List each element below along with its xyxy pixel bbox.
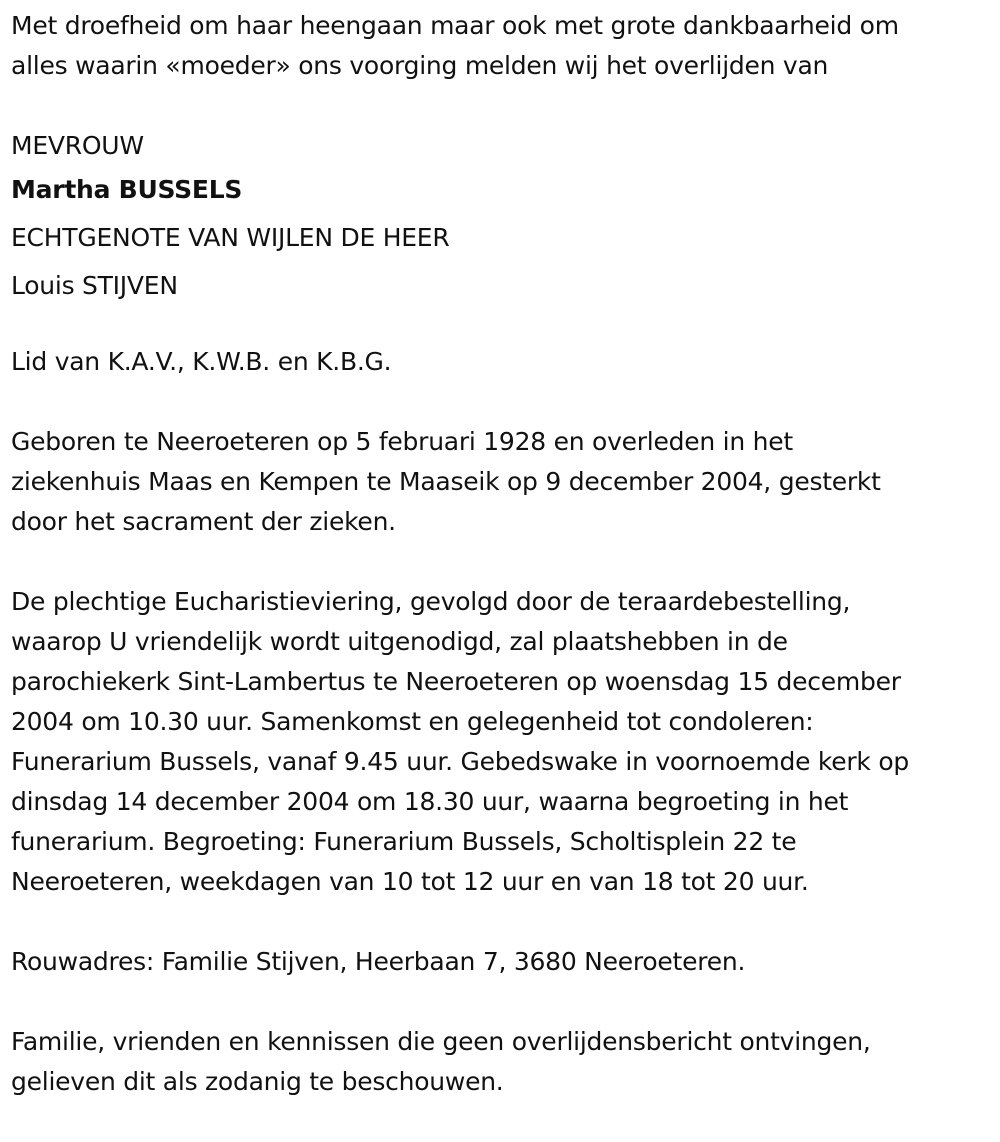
obituary-notice [11,6,996,1142]
deceased-title: MEVROUW [11,131,144,160]
spouse-name: Louis STIJVEN [11,271,178,300]
membership-paragraph: Lid van K.A.V., K.W.B. en K.B.G. [11,347,392,376]
closing-paragraph: Familie, vrienden en kennissen die geen overlijdensbericht ontvingen, gelieven dit als zodanig te beschouwen. [11,1027,871,1096]
deceased-block [11,126,996,310]
funeral-paragraph: De plechtige Eucharistieviering, gevolgd door de teraardebestelling, waarop U vriendelijk wordt uitgenodigd, zal plaatshebben in de parochiekerk Sint-Lambertus te Neeroeteren op woensdag 15 december 2004 om 10.30 uur. Samenkomst en gelegenheid tot condoleren: Funerarium Bussels, vanaf 9.45 uur. Gebedswake in voornoemde kerk op dinsdag 14 december 2004 om 18.30 uur, waarna begroeting in het funerarium. Begroeting: Funerarium Bussels, Scholtisplein 22 te Neeroeteren, weekdagen van 10 tot 12 uur en van 18 tot 20 uur. [11,587,909,896]
deceased-relation: ECHTGENOTE VAN WIJLEN DE HEER [11,223,450,252]
address-paragraph: Rouwadres: Familie Stijven, Heerbaan 7, 3680 Neeroeteren. [11,947,746,976]
intro-paragraph: Met droefheid om haar heengaan maar ook met grote dankbaarheid om alles waarin «moeder» ons voorging melden wij het overlijden van [11,11,899,80]
deceased-name: Martha BUSSELS [11,175,243,204]
birth-death-paragraph: Geboren te Neeroeteren op 5 februari 1928 en overleden in het ziekenhuis Maas en Kempen te Maaseik op 9 december 2004, gesterkt door het sacrament der zieken. [11,427,881,536]
